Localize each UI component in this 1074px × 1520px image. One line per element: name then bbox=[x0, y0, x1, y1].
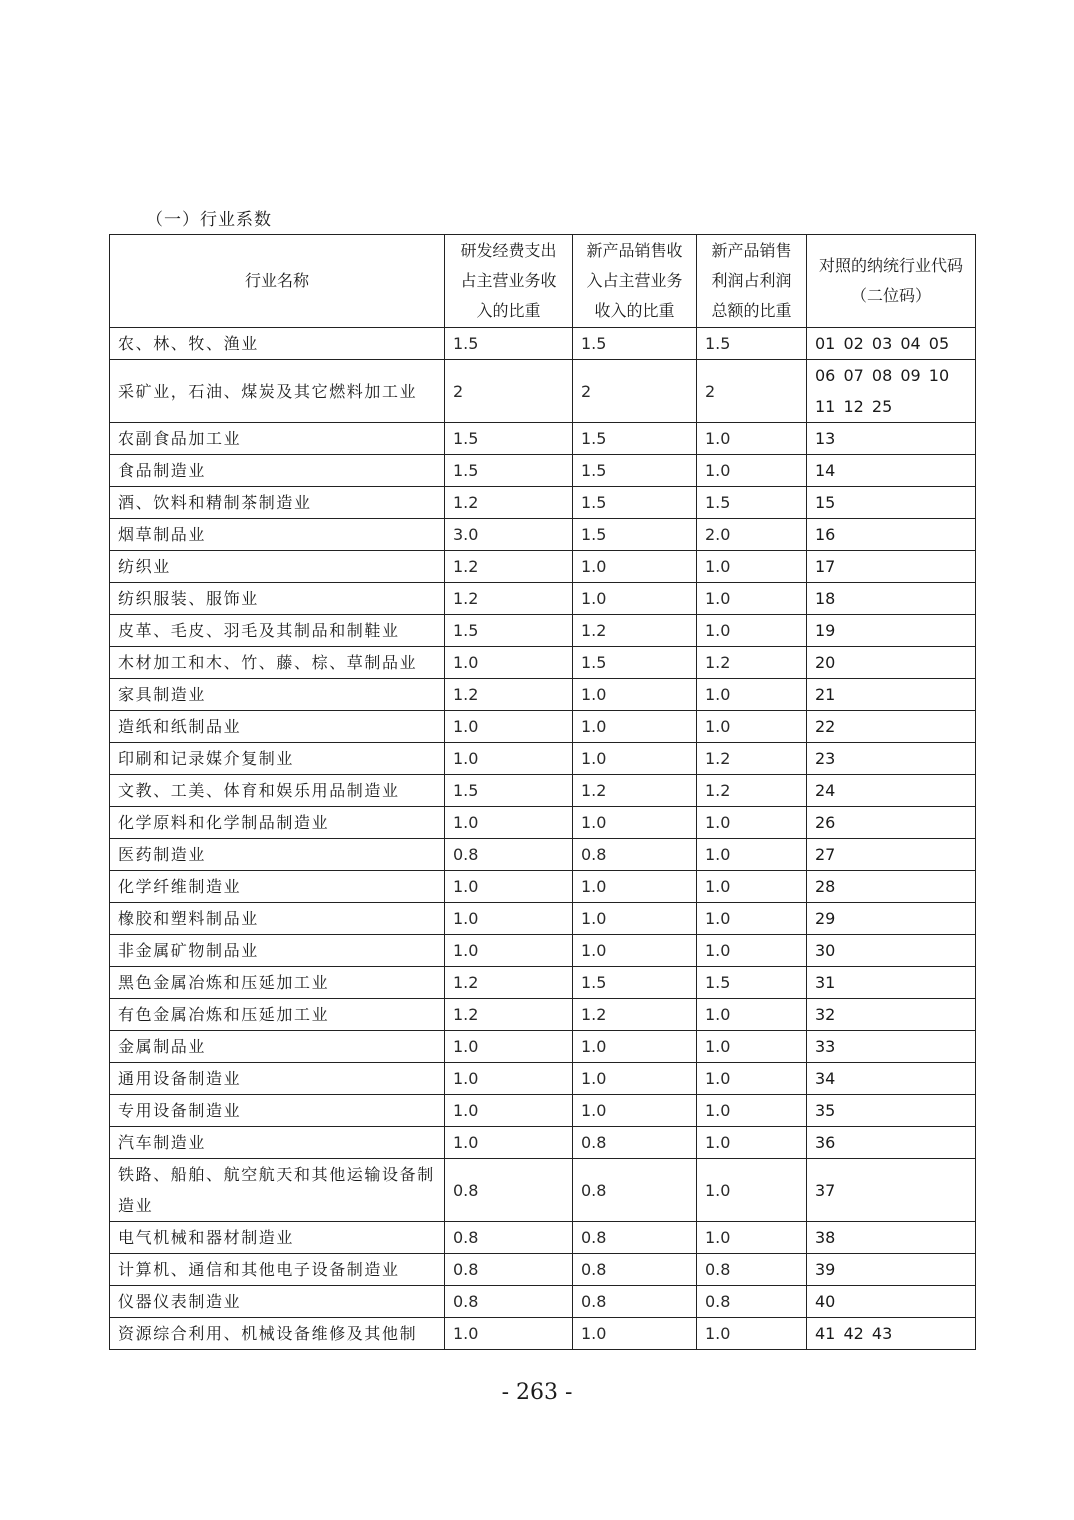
cell-industry-code: 06 07 08 09 10 11 12 25 bbox=[807, 360, 976, 423]
cell-industry-code: 13 bbox=[807, 423, 976, 455]
cell-new-product-sales-ratio: 1.0 bbox=[573, 935, 697, 967]
industry-coefficient-table bbox=[109, 234, 976, 1350]
cell-new-product-profit-ratio: 1.0 bbox=[697, 455, 807, 487]
cell-rd-ratio: 1.5 bbox=[445, 455, 573, 487]
table-row bbox=[110, 1031, 976, 1063]
table-row bbox=[110, 1254, 976, 1286]
cell-industry-name: 采矿业，石油、煤炭及其它燃料加工业 bbox=[110, 360, 445, 423]
cell-rd-ratio: 1.0 bbox=[445, 1318, 573, 1350]
table-row bbox=[110, 519, 976, 551]
cell-new-product-sales-ratio: 0.8 bbox=[573, 1127, 697, 1159]
cell-rd-ratio: 1.2 bbox=[445, 583, 573, 615]
header-industry-name: 行业名称 bbox=[110, 235, 445, 328]
cell-industry-code: 41 42 43 bbox=[807, 1318, 976, 1350]
cell-rd-ratio: 0.8 bbox=[445, 1286, 573, 1318]
cell-industry-name: 橡胶和塑料制品业 bbox=[110, 903, 445, 935]
table-row bbox=[110, 551, 976, 583]
cell-industry-code: 23 bbox=[807, 743, 976, 775]
cell-rd-ratio: 1.0 bbox=[445, 647, 573, 679]
cell-industry-name: 黑色金属冶炼和压延加工业 bbox=[110, 967, 445, 999]
table-row bbox=[110, 1159, 976, 1222]
cell-industry-code: 27 bbox=[807, 839, 976, 871]
cell-new-product-sales-ratio: 1.0 bbox=[573, 551, 697, 583]
cell-rd-ratio: 1.2 bbox=[445, 967, 573, 999]
header-new-product-profit-ratio: 新产品销售利润占利润总额的比重 bbox=[697, 235, 807, 328]
cell-new-product-profit-ratio: 1.0 bbox=[697, 1127, 807, 1159]
table-row bbox=[110, 775, 976, 807]
cell-industry-name: 金属制品业 bbox=[110, 1031, 445, 1063]
cell-new-product-profit-ratio: 1.0 bbox=[697, 679, 807, 711]
cell-industry-code: 20 bbox=[807, 647, 976, 679]
table-row bbox=[110, 1063, 976, 1095]
cell-rd-ratio: 1.5 bbox=[445, 775, 573, 807]
cell-industry-name: 酒、饮料和精制茶制造业 bbox=[110, 487, 445, 519]
cell-new-product-profit-ratio: 1.0 bbox=[697, 999, 807, 1031]
cell-rd-ratio: 1.2 bbox=[445, 551, 573, 583]
cell-industry-code: 34 bbox=[807, 1063, 976, 1095]
table-row bbox=[110, 423, 976, 455]
cell-rd-ratio: 1.0 bbox=[445, 903, 573, 935]
cell-industry-name: 印刷和记录媒介复制业 bbox=[110, 743, 445, 775]
cell-industry-name: 有色金属冶炼和压延加工业 bbox=[110, 999, 445, 1031]
table-row bbox=[110, 679, 976, 711]
table-row bbox=[110, 360, 976, 423]
cell-new-product-profit-ratio: 1.0 bbox=[697, 1318, 807, 1350]
cell-new-product-profit-ratio: 0.8 bbox=[697, 1286, 807, 1318]
cell-industry-code: 17 bbox=[807, 551, 976, 583]
cell-new-product-profit-ratio: 1.0 bbox=[697, 1031, 807, 1063]
table-row bbox=[110, 328, 976, 360]
cell-new-product-sales-ratio: 1.0 bbox=[573, 1095, 697, 1127]
cell-rd-ratio: 1.2 bbox=[445, 999, 573, 1031]
cell-industry-name: 纺织业 bbox=[110, 551, 445, 583]
cell-industry-name: 农、林、牧、渔业 bbox=[110, 328, 445, 360]
table-row bbox=[110, 455, 976, 487]
cell-new-product-profit-ratio: 1.5 bbox=[697, 487, 807, 519]
cell-new-product-sales-ratio: 1.0 bbox=[573, 583, 697, 615]
cell-new-product-profit-ratio: 1.0 bbox=[697, 871, 807, 903]
cell-industry-code: 38 bbox=[807, 1222, 976, 1254]
cell-rd-ratio: 0.8 bbox=[445, 1159, 573, 1222]
cell-rd-ratio: 1.0 bbox=[445, 743, 573, 775]
cell-new-product-profit-ratio: 1.0 bbox=[697, 935, 807, 967]
cell-new-product-sales-ratio: 1.5 bbox=[573, 519, 697, 551]
cell-industry-name: 食品制造业 bbox=[110, 455, 445, 487]
cell-new-product-profit-ratio: 1.0 bbox=[697, 1063, 807, 1095]
table-row bbox=[110, 487, 976, 519]
cell-rd-ratio: 1.0 bbox=[445, 807, 573, 839]
cell-industry-name: 汽车制造业 bbox=[110, 1127, 445, 1159]
cell-new-product-sales-ratio: 1.0 bbox=[573, 743, 697, 775]
cell-new-product-sales-ratio: 0.8 bbox=[573, 1222, 697, 1254]
header-industry-code: 对照的纳统行业代码（二位码） bbox=[807, 235, 976, 328]
cell-new-product-sales-ratio: 1.5 bbox=[573, 487, 697, 519]
cell-new-product-profit-ratio: 1.0 bbox=[697, 615, 807, 647]
cell-new-product-sales-ratio: 1.0 bbox=[573, 1031, 697, 1063]
cell-rd-ratio: 0.8 bbox=[445, 839, 573, 871]
cell-new-product-sales-ratio: 1.2 bbox=[573, 999, 697, 1031]
cell-new-product-sales-ratio: 1.0 bbox=[573, 711, 697, 743]
cell-new-product-profit-ratio: 1.0 bbox=[697, 903, 807, 935]
table-row bbox=[110, 967, 976, 999]
cell-new-product-profit-ratio: 1.0 bbox=[697, 583, 807, 615]
table-row bbox=[110, 999, 976, 1031]
cell-rd-ratio: 1.0 bbox=[445, 1095, 573, 1127]
table-row bbox=[110, 839, 976, 871]
cell-industry-name: 铁路、船舶、航空航天和其他运输设备制造业 bbox=[110, 1159, 445, 1222]
cell-rd-ratio: 1.0 bbox=[445, 1127, 573, 1159]
cell-new-product-profit-ratio: 1.0 bbox=[697, 1095, 807, 1127]
table-row bbox=[110, 807, 976, 839]
cell-new-product-profit-ratio: 1.0 bbox=[697, 839, 807, 871]
cell-industry-code: 29 bbox=[807, 903, 976, 935]
cell-industry-name: 仪器仪表制造业 bbox=[110, 1286, 445, 1318]
cell-industry-code: 16 bbox=[807, 519, 976, 551]
cell-industry-code: 30 bbox=[807, 935, 976, 967]
cell-new-product-sales-ratio: 1.0 bbox=[573, 807, 697, 839]
cell-industry-code: 37 bbox=[807, 1159, 976, 1222]
table-row bbox=[110, 743, 976, 775]
cell-new-product-profit-ratio: 0.8 bbox=[697, 1254, 807, 1286]
cell-new-product-profit-ratio: 1.0 bbox=[697, 1222, 807, 1254]
table-body bbox=[110, 328, 976, 1350]
cell-new-product-sales-ratio: 2 bbox=[573, 360, 697, 423]
cell-new-product-sales-ratio: 1.0 bbox=[573, 871, 697, 903]
cell-new-product-profit-ratio: 2.0 bbox=[697, 519, 807, 551]
cell-industry-code: 26 bbox=[807, 807, 976, 839]
page-number: - 263 - bbox=[501, 1380, 573, 1405]
cell-rd-ratio: 1.2 bbox=[445, 679, 573, 711]
cell-industry-name: 医药制造业 bbox=[110, 839, 445, 871]
cell-new-product-sales-ratio: 0.8 bbox=[573, 1159, 697, 1222]
table-row bbox=[110, 1095, 976, 1127]
cell-industry-name: 电气机械和器材制造业 bbox=[110, 1222, 445, 1254]
cell-rd-ratio: 1.0 bbox=[445, 871, 573, 903]
cell-rd-ratio: 1.2 bbox=[445, 487, 573, 519]
cell-industry-name: 纺织服装、服饰业 bbox=[110, 583, 445, 615]
cell-industry-name: 非金属矿物制品业 bbox=[110, 935, 445, 967]
cell-rd-ratio: 1.0 bbox=[445, 935, 573, 967]
cell-industry-code: 14 bbox=[807, 455, 976, 487]
cell-industry-code: 36 bbox=[807, 1127, 976, 1159]
cell-new-product-profit-ratio: 1.2 bbox=[697, 743, 807, 775]
cell-industry-name: 资源综合利用、机械设备维修及其他制 bbox=[110, 1318, 445, 1350]
cell-new-product-profit-ratio: 1.0 bbox=[697, 1159, 807, 1222]
cell-industry-name: 文教、工美、体育和娱乐用品制造业 bbox=[110, 775, 445, 807]
cell-new-product-sales-ratio: 0.8 bbox=[573, 839, 697, 871]
cell-new-product-sales-ratio: 1.2 bbox=[573, 615, 697, 647]
cell-industry-name: 造纸和纸制品业 bbox=[110, 711, 445, 743]
cell-industry-code: 32 bbox=[807, 999, 976, 1031]
cell-new-product-profit-ratio: 1.2 bbox=[697, 647, 807, 679]
table-row bbox=[110, 615, 976, 647]
cell-rd-ratio: 2 bbox=[445, 360, 573, 423]
table-row bbox=[110, 903, 976, 935]
cell-new-product-sales-ratio: 1.5 bbox=[573, 455, 697, 487]
cell-new-product-sales-ratio: 1.0 bbox=[573, 1063, 697, 1095]
header-row bbox=[110, 235, 976, 328]
cell-new-product-profit-ratio: 2 bbox=[697, 360, 807, 423]
cell-industry-code: 15 bbox=[807, 487, 976, 519]
table-row bbox=[110, 1222, 976, 1254]
cell-industry-code: 28 bbox=[807, 871, 976, 903]
cell-new-product-profit-ratio: 1.0 bbox=[697, 711, 807, 743]
cell-rd-ratio: 0.8 bbox=[445, 1222, 573, 1254]
cell-industry-code: 35 bbox=[807, 1095, 976, 1127]
cell-new-product-sales-ratio: 1.5 bbox=[573, 967, 697, 999]
cell-new-product-sales-ratio: 1.0 bbox=[573, 903, 697, 935]
cell-industry-name: 化学原料和化学制品制造业 bbox=[110, 807, 445, 839]
cell-new-product-profit-ratio: 1.2 bbox=[697, 775, 807, 807]
cell-industry-code: 18 bbox=[807, 583, 976, 615]
cell-industry-name: 专用设备制造业 bbox=[110, 1095, 445, 1127]
cell-industry-name: 家具制造业 bbox=[110, 679, 445, 711]
cell-rd-ratio: 1.5 bbox=[445, 328, 573, 360]
cell-rd-ratio: 3.0 bbox=[445, 519, 573, 551]
cell-industry-code: 22 bbox=[807, 711, 976, 743]
cell-industry-code: 40 bbox=[807, 1286, 976, 1318]
cell-industry-code: 01 02 03 04 05 bbox=[807, 328, 976, 360]
cell-industry-code: 31 bbox=[807, 967, 976, 999]
table-row bbox=[110, 935, 976, 967]
table-header bbox=[110, 235, 976, 328]
cell-new-product-sales-ratio: 0.8 bbox=[573, 1254, 697, 1286]
cell-industry-code: 39 bbox=[807, 1254, 976, 1286]
table-row bbox=[110, 1286, 976, 1318]
cell-new-product-profit-ratio: 1.5 bbox=[697, 328, 807, 360]
header-new-product-sales-ratio: 新产品销售收入占主营业务收入的比重 bbox=[573, 235, 697, 328]
cell-new-product-sales-ratio: 1.5 bbox=[573, 328, 697, 360]
cell-rd-ratio: 1.5 bbox=[445, 423, 573, 455]
cell-rd-ratio: 1.5 bbox=[445, 615, 573, 647]
cell-rd-ratio: 1.0 bbox=[445, 1031, 573, 1063]
cell-new-product-sales-ratio: 1.0 bbox=[573, 679, 697, 711]
cell-new-product-sales-ratio: 1.5 bbox=[573, 423, 697, 455]
table-row bbox=[110, 583, 976, 615]
cell-industry-name: 化学纤维制造业 bbox=[110, 871, 445, 903]
table-row bbox=[110, 1318, 976, 1350]
cell-industry-code: 19 bbox=[807, 615, 976, 647]
table-row bbox=[110, 1127, 976, 1159]
cell-industry-name: 皮革、毛皮、羽毛及其制品和制鞋业 bbox=[110, 615, 445, 647]
cell-new-product-sales-ratio: 1.2 bbox=[573, 775, 697, 807]
cell-new-product-profit-ratio: 1.0 bbox=[697, 807, 807, 839]
cell-new-product-sales-ratio: 1.5 bbox=[573, 647, 697, 679]
cell-rd-ratio: 1.0 bbox=[445, 711, 573, 743]
table-row bbox=[110, 647, 976, 679]
cell-industry-name: 计算机、通信和其他电子设备制造业 bbox=[110, 1254, 445, 1286]
cell-industry-name: 通用设备制造业 bbox=[110, 1063, 445, 1095]
cell-new-product-sales-ratio: 0.8 bbox=[573, 1286, 697, 1318]
cell-rd-ratio: 1.0 bbox=[445, 1063, 573, 1095]
cell-industry-code: 33 bbox=[807, 1031, 976, 1063]
cell-industry-code: 21 bbox=[807, 679, 976, 711]
cell-new-product-profit-ratio: 1.5 bbox=[697, 967, 807, 999]
cell-rd-ratio: 0.8 bbox=[445, 1254, 573, 1286]
cell-new-product-sales-ratio: 1.0 bbox=[573, 1318, 697, 1350]
table-row bbox=[110, 871, 976, 903]
header-rd-ratio: 研发经费支出占主营业务收入的比重 bbox=[445, 235, 573, 328]
cell-industry-name: 木材加工和木、竹、藤、棕、草制品业 bbox=[110, 647, 445, 679]
cell-new-product-profit-ratio: 1.0 bbox=[697, 423, 807, 455]
cell-new-product-profit-ratio: 1.0 bbox=[697, 551, 807, 583]
cell-industry-code: 24 bbox=[807, 775, 976, 807]
cell-industry-name: 烟草制品业 bbox=[110, 519, 445, 551]
table-row bbox=[110, 711, 976, 743]
cell-industry-name: 农副食品加工业 bbox=[110, 423, 445, 455]
section-title: （一）行业系数 bbox=[146, 210, 272, 230]
